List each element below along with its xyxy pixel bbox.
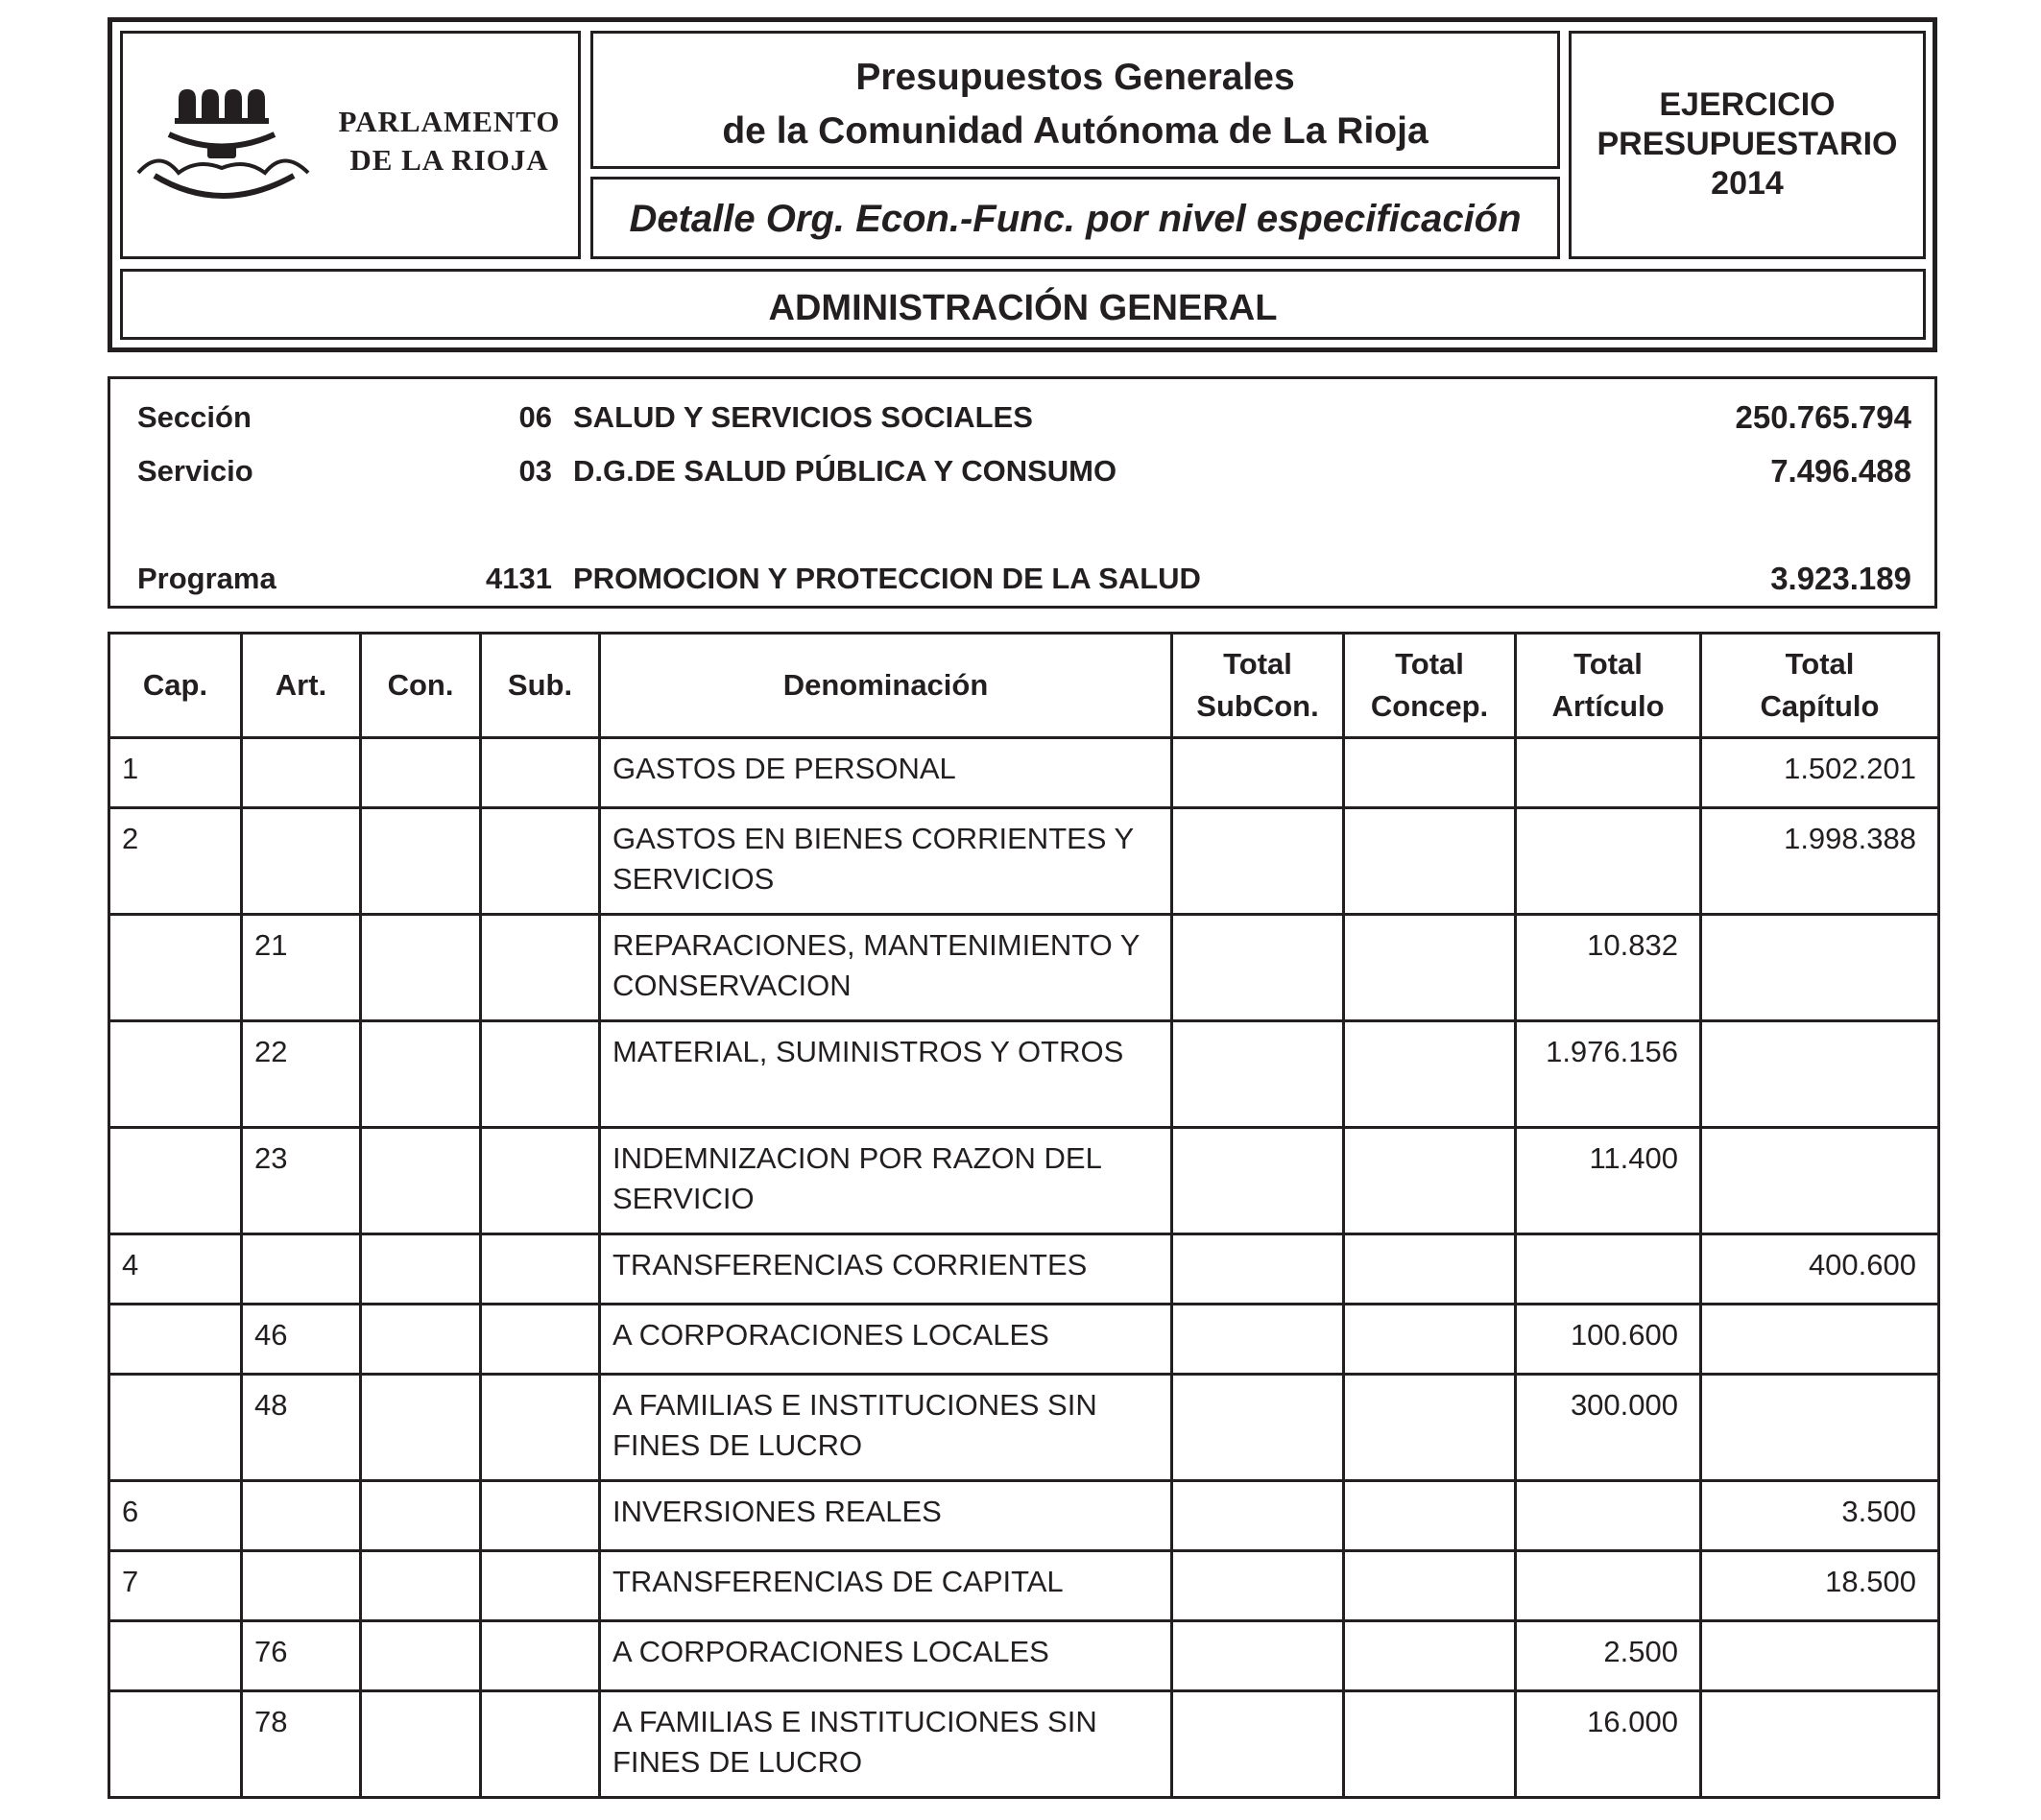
admin-box xyxy=(120,269,1926,340)
cell-total-articulo xyxy=(1516,808,1701,915)
cell-con xyxy=(361,1128,481,1234)
document-title xyxy=(593,51,1557,158)
cell-art xyxy=(242,1551,361,1621)
cell-total-subcon xyxy=(1172,1375,1344,1481)
cell-cap xyxy=(109,1691,242,1798)
info-amount: 3.923.189 xyxy=(1770,561,1911,596)
cell-total-subcon xyxy=(1172,1551,1344,1621)
cell-cap xyxy=(109,1128,242,1234)
subtitle-box xyxy=(590,177,1560,259)
cell-sub xyxy=(481,1691,600,1798)
header-total-concep xyxy=(1344,634,1516,738)
title-line-1: Presupuestos Generales xyxy=(855,57,1295,98)
cell-total-concep xyxy=(1344,1375,1516,1481)
cell-total-articulo: 1.976.156 xyxy=(1516,1021,1701,1128)
info-name: D.G.DE SALUD PÚBLICA Y CONSUMO xyxy=(573,454,1117,488)
cell-total-capitulo xyxy=(1701,1621,1939,1691)
cell-con xyxy=(361,1375,481,1481)
cell-sub xyxy=(481,1128,600,1234)
cell-cap xyxy=(109,1305,242,1375)
cell-total-capitulo xyxy=(1701,1375,1939,1481)
cell-total-concep xyxy=(1344,1234,1516,1305)
info-name: PROMOCION Y PROTECCION DE LA SALUD xyxy=(573,562,1201,595)
header-line: Concep. xyxy=(1370,689,1489,723)
cell-total-articulo: 300.000 xyxy=(1516,1375,1701,1481)
header-line: Capítulo xyxy=(1760,689,1880,723)
cell-total-concep xyxy=(1344,738,1516,808)
budget-table xyxy=(108,632,1940,1799)
cell-total-subcon xyxy=(1172,1234,1344,1305)
cell-con xyxy=(361,1305,481,1375)
cell-total-capitulo xyxy=(1701,915,1939,1021)
cell-total-concep xyxy=(1344,808,1516,915)
info-label: Sección xyxy=(137,400,252,434)
header-total-subcon xyxy=(1172,634,1344,738)
header-line: Artículo xyxy=(1551,689,1665,723)
table-row xyxy=(109,808,1939,915)
cell-total-subcon xyxy=(1172,1691,1344,1798)
header-total-articulo xyxy=(1516,634,1701,738)
cell-denominacion: INVERSIONES REALES xyxy=(600,1481,1172,1551)
cell-total-concep xyxy=(1344,1305,1516,1375)
header-denominacion: Denominación xyxy=(600,634,1172,738)
logo-line-2: DE LA RIOJA xyxy=(349,143,549,177)
cell-cap xyxy=(109,1621,242,1691)
cell-art: 48 xyxy=(242,1375,361,1481)
cell-total-capitulo xyxy=(1701,1691,1939,1798)
cell-total-articulo xyxy=(1516,1234,1701,1305)
cell-denominacion: MATERIAL, SUMINISTROS Y OTROS xyxy=(600,1021,1172,1128)
cell-total-subcon xyxy=(1172,1128,1344,1234)
cell-con xyxy=(361,808,481,915)
table-row xyxy=(109,1481,1939,1551)
info-name: SALUD Y SERVICIOS SOCIALES xyxy=(573,400,1033,434)
cell-total-capitulo: 1.998.388 xyxy=(1701,808,1939,915)
table-row xyxy=(109,1621,1939,1691)
cell-total-articulo: 10.832 xyxy=(1516,915,1701,1021)
cell-total-articulo xyxy=(1516,738,1701,808)
cell-con xyxy=(361,1691,481,1798)
table-row xyxy=(109,1128,1939,1234)
cell-con xyxy=(361,1481,481,1551)
info-amount: 7.496.488 xyxy=(1770,453,1911,489)
table-row xyxy=(109,1305,1939,1375)
table-row xyxy=(109,738,1939,808)
cell-con xyxy=(361,915,481,1021)
cell-con xyxy=(361,1621,481,1691)
cell-total-concep xyxy=(1344,1481,1516,1551)
table-row xyxy=(109,915,1939,1021)
cell-art: 23 xyxy=(242,1128,361,1234)
cell-cap xyxy=(109,1021,242,1128)
cell-denominacion: GASTOS EN BIENES CORRIENTES Y SERVICIOS xyxy=(600,808,1172,915)
cell-total-concep xyxy=(1344,1621,1516,1691)
cell-total-capitulo xyxy=(1701,1128,1939,1234)
cell-sub xyxy=(481,1375,600,1481)
cell-denominacion: TRANSFERENCIAS DE CAPITAL xyxy=(600,1551,1172,1621)
cell-art: 46 xyxy=(242,1305,361,1375)
cell-sub xyxy=(481,1234,600,1305)
cell-total-capitulo xyxy=(1701,1305,1939,1375)
cell-denominacion: INDEMNIZACION POR RAZON DEL SERVICIO xyxy=(600,1128,1172,1234)
cell-total-capitulo: 18.500 xyxy=(1701,1551,1939,1621)
cell-total-concep xyxy=(1344,915,1516,1021)
fiscal-year xyxy=(1572,85,1923,204)
info-code: 4131 xyxy=(486,562,552,595)
logo-box xyxy=(120,31,581,259)
parliament-logo-icon xyxy=(131,82,323,206)
cell-sub xyxy=(481,1305,600,1375)
budget-info-box xyxy=(108,376,1937,609)
cell-total-capitulo: 400.600 xyxy=(1701,1234,1939,1305)
info-amount: 250.765.794 xyxy=(1735,399,1911,435)
cell-sub xyxy=(481,738,600,808)
cell-cap xyxy=(109,915,242,1021)
table-row xyxy=(109,1551,1939,1621)
cell-denominacion: A FAMILIAS E INSTITUCIONES SIN FINES DE LUCRO xyxy=(600,1375,1172,1481)
document-subtitle: Detalle Org. Econ.-Func. por nivel especificación xyxy=(629,198,1522,240)
cell-sub xyxy=(481,808,600,915)
table-row xyxy=(109,1021,1939,1128)
cell-art: 22 xyxy=(242,1021,361,1128)
cell-art: 78 xyxy=(242,1691,361,1798)
cell-sub xyxy=(481,1621,600,1691)
cell-con xyxy=(361,1551,481,1621)
header-cap: Cap. xyxy=(109,634,242,738)
cell-total-concep xyxy=(1344,1551,1516,1621)
cell-total-subcon xyxy=(1172,1481,1344,1551)
cell-total-articulo: 11.400 xyxy=(1516,1128,1701,1234)
cell-con xyxy=(361,738,481,808)
cell-sub xyxy=(481,1481,600,1551)
cell-art xyxy=(242,738,361,808)
header-line: SubCon. xyxy=(1196,689,1319,723)
info-code: 03 xyxy=(518,454,552,488)
cell-denominacion: TRANSFERENCIAS CORRIENTES xyxy=(600,1234,1172,1305)
info-row-programa xyxy=(110,560,1934,598)
title-box xyxy=(590,31,1560,169)
info-row-servicio xyxy=(110,452,1934,491)
cell-art xyxy=(242,1481,361,1551)
info-row-seccion xyxy=(110,398,1934,437)
header-art: Art. xyxy=(242,634,361,738)
cell-total-articulo: 100.600 xyxy=(1516,1305,1701,1375)
cell-sub xyxy=(481,915,600,1021)
header-line: Total xyxy=(1573,647,1643,681)
cell-total-capitulo: 1.502.201 xyxy=(1701,738,1939,808)
cell-total-concep xyxy=(1344,1021,1516,1128)
header-line: Total xyxy=(1785,647,1855,681)
cell-total-subcon xyxy=(1172,1621,1344,1691)
cell-total-capitulo xyxy=(1701,1021,1939,1128)
header-sub: Sub. xyxy=(481,634,600,738)
year-line-2: PRESUPUESTARIO xyxy=(1597,126,1898,162)
cell-denominacion: GASTOS DE PERSONAL xyxy=(600,738,1172,808)
logo-text xyxy=(324,103,574,180)
year-line-1: EJERCICIO xyxy=(1659,86,1836,123)
year-line-3: 2014 xyxy=(1711,165,1784,202)
header-con: Con. xyxy=(361,634,481,738)
cell-total-concep xyxy=(1344,1128,1516,1234)
cell-total-subcon xyxy=(1172,1305,1344,1375)
cell-cap xyxy=(109,1375,242,1481)
cell-denominacion: A CORPORACIONES LOCALES xyxy=(600,1621,1172,1691)
cell-denominacion: REPARACIONES, MANTENIMIENTO Y CONSERVACION xyxy=(600,915,1172,1021)
cell-art: 21 xyxy=(242,915,361,1021)
cell-art: 76 xyxy=(242,1621,361,1691)
cell-total-concep xyxy=(1344,1691,1516,1798)
cell-cap: 2 xyxy=(109,808,242,915)
cell-total-articulo xyxy=(1516,1551,1701,1621)
logo-line-1: PARLAMENTO xyxy=(338,105,561,138)
cell-total-subcon xyxy=(1172,738,1344,808)
cell-total-subcon xyxy=(1172,1021,1344,1128)
cell-total-articulo xyxy=(1516,1481,1701,1551)
cell-art xyxy=(242,808,361,915)
table-row xyxy=(109,1691,1939,1798)
cell-cap: 4 xyxy=(109,1234,242,1305)
cell-total-articulo: 16.000 xyxy=(1516,1691,1701,1798)
cell-art xyxy=(242,1234,361,1305)
cell-con xyxy=(361,1234,481,1305)
table-row xyxy=(109,1375,1939,1481)
cell-cap: 1 xyxy=(109,738,242,808)
cell-total-subcon xyxy=(1172,915,1344,1021)
info-label: Programa xyxy=(137,562,276,595)
table-body xyxy=(109,738,1939,1798)
cell-denominacion: A CORPORACIONES LOCALES xyxy=(600,1305,1172,1375)
cell-total-articulo: 2.500 xyxy=(1516,1621,1701,1691)
cell-denominacion: A FAMILIAS E INSTITUCIONES SIN FINES DE LUCRO xyxy=(600,1691,1172,1798)
header-line: Total xyxy=(1395,647,1464,681)
cell-sub xyxy=(481,1021,600,1128)
cell-total-subcon xyxy=(1172,808,1344,915)
header-line: Total xyxy=(1223,647,1292,681)
year-box xyxy=(1569,31,1926,259)
cell-total-capitulo: 3.500 xyxy=(1701,1481,1939,1551)
table-row xyxy=(109,1234,1939,1305)
cell-cap: 6 xyxy=(109,1481,242,1551)
table-header-row xyxy=(109,634,1939,738)
cell-con xyxy=(361,1021,481,1128)
title-line-2: de la Comunidad Autónoma de La Rioja xyxy=(722,110,1429,152)
cell-sub xyxy=(481,1551,600,1621)
admin-title: ADMINISTRACIÓN GENERAL xyxy=(768,288,1278,328)
info-code: 06 xyxy=(518,400,552,434)
header-total-capitulo xyxy=(1701,634,1939,738)
cell-cap: 7 xyxy=(109,1551,242,1621)
info-label: Servicio xyxy=(137,454,253,488)
